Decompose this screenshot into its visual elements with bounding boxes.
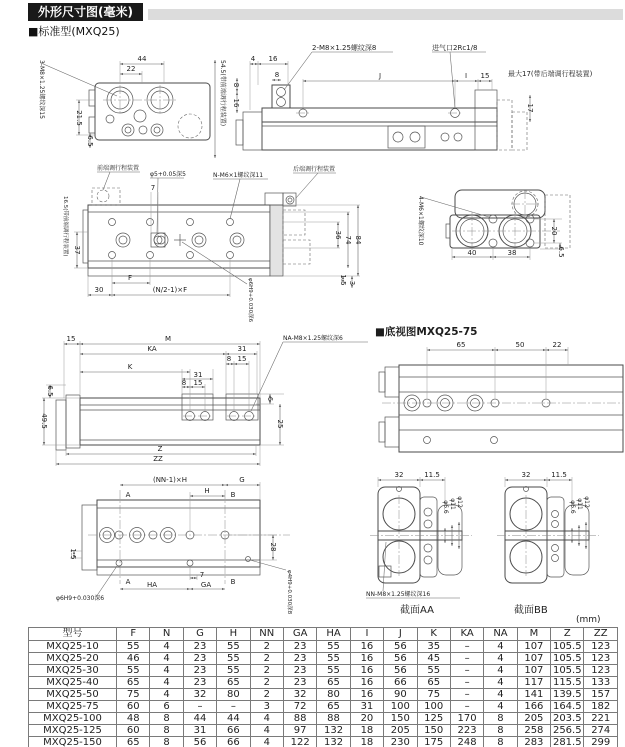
dim-4: 4: [250, 55, 256, 63]
value-cell: 66: [217, 737, 250, 747]
col-header: M: [517, 628, 550, 641]
value-cell: 23: [283, 665, 316, 677]
dim-15: 15: [480, 72, 490, 80]
dim-8b: 8: [181, 379, 187, 387]
value-cell: 23: [283, 653, 316, 665]
value-cell: 4: [150, 641, 183, 653]
dim-49-5: 49.5: [40, 413, 48, 429]
bottom-side-view-drawing: [40, 334, 368, 466]
value-cell: 23: [183, 641, 216, 653]
dim-HA: HA: [146, 581, 158, 589]
value-cell: 23: [183, 665, 216, 677]
value-cell: 66: [217, 725, 250, 737]
value-cell: 18: [350, 737, 383, 747]
max-stroke-note: 最大17(带后端调行程装置): [508, 70, 593, 78]
value-cell: 56: [384, 653, 417, 665]
value-cell: 248: [450, 737, 483, 747]
value-cell: 55: [317, 641, 350, 653]
unit-note: (mm): [576, 615, 601, 625]
col-header: NN: [250, 628, 283, 641]
value-cell: 4: [484, 701, 517, 713]
value-cell: 182: [584, 701, 618, 713]
thread-note-na-m8: NA-M8×1.25螺纹深6: [283, 335, 343, 342]
model-cell: MXQ25-100: [29, 713, 117, 725]
col-header: H: [217, 628, 250, 641]
dia-6-6-bb: φ6.6: [569, 500, 576, 514]
value-cell: –: [450, 677, 483, 689]
value-cell: 65: [117, 737, 150, 747]
dim-3: 3: [348, 280, 356, 286]
value-cell: 55: [217, 665, 250, 677]
value-cell: 107: [517, 653, 550, 665]
side-view-drawing: [232, 43, 593, 150]
value-cell: 2: [250, 641, 283, 653]
col-header: K: [417, 628, 450, 641]
model-cell: MXQ25-75: [29, 701, 117, 713]
model-cell: MXQ25-40: [29, 677, 117, 689]
value-cell: 65: [417, 677, 450, 689]
col-header: G: [183, 628, 216, 641]
value-cell: 8: [150, 737, 183, 747]
value-cell: 16: [350, 665, 383, 677]
dim-table: [28, 627, 618, 747]
thread-note-nm6: N-M6×1螺纹深11: [213, 172, 264, 179]
dim-8-left: 8: [232, 82, 240, 88]
col-header: N: [150, 628, 183, 641]
model-cell: MXQ25-150: [29, 737, 117, 747]
side-note-16-5: 16.5(带前端调行程装置): [62, 196, 68, 257]
value-cell: 88: [283, 713, 316, 725]
value-cell: 32: [183, 689, 216, 701]
col-header: Z: [551, 628, 584, 641]
pin-hole-6-note: φ6H9+0.030深6: [247, 278, 253, 323]
section-bb-drawing: [497, 471, 599, 616]
dim-11-5-bb: 11.5: [551, 471, 567, 479]
value-cell: 20: [350, 713, 383, 725]
bottom-view-title: ■底视图MXQ25-75: [375, 326, 478, 338]
dim-KA: KA: [147, 345, 157, 353]
pin-hole-5-note: φ5+0.05深5: [150, 171, 186, 178]
pin6-note: φ6H9+0.030深6: [56, 595, 105, 602]
value-cell: 90: [384, 689, 417, 701]
value-cell: 75: [417, 689, 450, 701]
value-cell: 45: [417, 653, 450, 665]
value-cell: 3: [250, 701, 283, 713]
pin4-note: φ4H9+0.030深8: [286, 570, 292, 615]
value-cell: 60: [117, 725, 150, 737]
value-cell: 48: [117, 713, 150, 725]
value-cell: –: [450, 701, 483, 713]
thread-note-2m8: 2-M8×1.25螺纹深8: [312, 44, 377, 52]
col-header: F: [117, 628, 150, 641]
dim-36: 36: [334, 230, 342, 240]
thread-note-3m8: 3-M8×1.25螺纹深15: [38, 60, 45, 119]
section-bb-caption: 截面BB: [514, 605, 548, 616]
dim-nn1h: (NN-1)×H: [152, 476, 188, 484]
value-cell: 55: [417, 665, 450, 677]
dim-table-head-row: [29, 628, 618, 641]
dim-22: 22: [126, 65, 136, 73]
value-cell: 4: [250, 737, 283, 747]
dim-7: 7: [150, 184, 156, 192]
dim-Z: Z: [157, 445, 163, 453]
dim-J: J: [378, 72, 382, 80]
value-cell: 4: [150, 677, 183, 689]
value-cell: –: [450, 689, 483, 701]
dim-11-5-aa: 11.5: [424, 471, 440, 479]
value-cell: 166: [517, 701, 550, 713]
dia-11-aa: φ11: [449, 498, 456, 510]
top-view-drawing: [38, 55, 227, 158]
dim-8a: 8: [226, 355, 232, 363]
value-cell: 4: [484, 665, 517, 677]
value-cell: 133: [584, 677, 618, 689]
value-cell: 72: [283, 701, 316, 713]
value-cell: 123: [584, 641, 618, 653]
value-cell: 55: [117, 665, 150, 677]
dim-28: 28: [269, 542, 277, 552]
value-cell: 55: [317, 653, 350, 665]
value-cell: 65: [317, 701, 350, 713]
dim-22-bv: 22: [552, 341, 562, 349]
col-header: ZZ: [584, 628, 618, 641]
dim-F: F: [127, 274, 133, 282]
dim-7-bp: 7: [199, 571, 205, 579]
dim-84: 84: [354, 235, 362, 245]
value-cell: 132: [317, 725, 350, 737]
value-cell: 283: [517, 737, 550, 747]
value-cell: 230: [384, 737, 417, 747]
value-cell: 4: [484, 653, 517, 665]
value-cell: 4: [484, 689, 517, 701]
value-cell: 23: [283, 677, 316, 689]
value-cell: 46: [117, 653, 150, 665]
value-cell: 6: [150, 701, 183, 713]
value-cell: –: [450, 665, 483, 677]
value-cell: 80: [317, 689, 350, 701]
value-cell: 8: [484, 737, 517, 747]
value-cell: 150: [417, 725, 450, 737]
table-row: [29, 689, 618, 701]
dim-50: 50: [515, 341, 525, 349]
value-cell: 100: [417, 701, 450, 713]
port-note: 进气口2Rc1/8: [432, 44, 478, 52]
value-cell: –: [450, 653, 483, 665]
col-header: KA: [450, 628, 483, 641]
value-cell: 157: [584, 689, 618, 701]
value-cell: 23: [283, 641, 316, 653]
dim-K: K: [127, 363, 133, 371]
value-cell: 4: [150, 653, 183, 665]
value-cell: 65: [117, 677, 150, 689]
dim-ZZ: ZZ: [153, 455, 163, 463]
col-header: 型号: [29, 628, 117, 641]
value-cell: 31: [183, 725, 216, 737]
dia-6-6-aa: φ6.6: [442, 500, 449, 514]
value-cell: 4: [150, 689, 183, 701]
dim-38: 38: [507, 249, 517, 257]
end-view-drawing: [417, 190, 570, 260]
dim-32-bb: 32: [521, 471, 531, 479]
rear-adjuster-note: 后端调行程装置: [293, 166, 336, 173]
page-title: 外形尺寸图(毫米): [28, 3, 143, 21]
value-cell: 170: [450, 713, 483, 725]
bottom-plan-drawing: [56, 476, 294, 615]
dim-20: 20: [550, 226, 558, 236]
value-cell: –: [183, 701, 216, 713]
value-cell: 2: [250, 665, 283, 677]
col-header: NA: [484, 628, 517, 641]
dim-M: M: [164, 335, 172, 343]
section-b-bottom-label: B: [230, 578, 236, 586]
dim-6: 6: [266, 396, 274, 402]
value-cell: 2: [250, 653, 283, 665]
value-cell: 122: [283, 737, 316, 747]
value-cell: 4: [250, 713, 283, 725]
dim-1-5-bp: 1.5: [69, 548, 77, 560]
value-cell: 274: [584, 725, 618, 737]
value-cell: 16: [350, 641, 383, 653]
table-row: [29, 725, 618, 737]
value-cell: 55: [317, 665, 350, 677]
table-row: [29, 677, 618, 689]
value-cell: 2: [250, 689, 283, 701]
table-row: [29, 653, 618, 665]
table-row: [29, 701, 618, 713]
value-cell: 23: [183, 677, 216, 689]
dim-6-5: 6.5: [86, 135, 94, 147]
value-cell: 164.5: [551, 701, 584, 713]
dim-6-5-bs: 6.5: [46, 385, 54, 397]
value-cell: 123: [584, 653, 618, 665]
value-cell: 4: [484, 677, 517, 689]
front-adjuster-note: 前端调行程装置: [97, 165, 140, 172]
value-cell: 117: [517, 677, 550, 689]
dim-GA: GA: [200, 581, 212, 589]
value-cell: 16: [350, 689, 383, 701]
dim-37: 37: [73, 245, 81, 255]
thread-note-nn-m8: NN-M8×1.25螺纹深16: [366, 591, 431, 598]
dim-H: H: [204, 487, 210, 495]
stroke-note-54-5: 54.5(带前端调行程装置): [219, 60, 226, 127]
value-cell: –: [450, 641, 483, 653]
value-cell: 18: [350, 725, 383, 737]
dim-I: I: [464, 72, 468, 80]
section-a-bottom-label: A: [125, 578, 131, 586]
value-cell: 123: [584, 665, 618, 677]
value-cell: 141: [517, 689, 550, 701]
value-cell: 55: [217, 653, 250, 665]
value-cell: 4: [484, 641, 517, 653]
table-row: [29, 737, 618, 747]
model-cell: MXQ25-125: [29, 725, 117, 737]
value-cell: 8: [150, 713, 183, 725]
dim-31a: 31: [237, 345, 247, 353]
value-cell: 56: [384, 641, 417, 653]
dia-12-bb: φ12: [583, 496, 590, 508]
dim-table-body: [29, 641, 618, 747]
dim-16: 16: [268, 55, 278, 63]
value-cell: 55: [117, 641, 150, 653]
value-cell: 105.5: [551, 641, 584, 653]
value-cell: 8: [150, 725, 183, 737]
col-header: I: [350, 628, 383, 641]
dim-40: 40: [467, 249, 477, 257]
table-row: [29, 665, 618, 677]
dim-44: 44: [137, 55, 147, 63]
dim-NF: (N/2-1)×F: [152, 286, 188, 294]
value-cell: –: [217, 701, 250, 713]
value-cell: 100: [384, 701, 417, 713]
value-cell: 258: [517, 725, 550, 737]
dim-1-5: 1.5: [339, 274, 347, 286]
standard-type-label: ■标准型(MXQ25): [28, 25, 120, 38]
model-cell: MXQ25-10: [29, 641, 117, 653]
col-header: J: [384, 628, 417, 641]
dim-16-left: 16: [232, 98, 240, 108]
value-cell: 88: [317, 713, 350, 725]
value-cell: 281.5: [551, 737, 584, 747]
value-cell: 132: [317, 737, 350, 747]
value-cell: 203.5: [551, 713, 584, 725]
dim-32-aa: 32: [394, 471, 404, 479]
plan-view-drawing: [62, 164, 362, 323]
dim-15b: 15: [193, 379, 203, 387]
value-cell: 299: [584, 737, 618, 747]
table-row: [29, 713, 618, 725]
dim-15a: 15: [237, 355, 247, 363]
value-cell: 107: [517, 665, 550, 677]
value-cell: 4: [250, 725, 283, 737]
col-header: GA: [283, 628, 316, 641]
dim-25: 25: [276, 419, 284, 429]
value-cell: 31: [350, 701, 383, 713]
value-cell: 223: [450, 725, 483, 737]
dia-12-aa: φ12: [456, 496, 463, 508]
value-cell: 105.5: [551, 653, 584, 665]
value-cell: 56: [384, 665, 417, 677]
value-cell: 16: [350, 653, 383, 665]
value-cell: 2: [250, 677, 283, 689]
dim-6-5-end: 6.5: [557, 246, 565, 258]
section-b-top-label: B: [230, 491, 236, 499]
value-cell: 221: [584, 713, 618, 725]
dim-15-left: 15: [66, 335, 76, 343]
value-cell: 75: [117, 689, 150, 701]
value-cell: 256.5: [551, 725, 584, 737]
dim-74: 74: [344, 235, 352, 245]
value-cell: 8: [484, 713, 517, 725]
value-cell: 56: [183, 737, 216, 747]
dim-21-5: 21.5: [75, 110, 83, 126]
value-cell: 205: [384, 725, 417, 737]
dim-31b: 31: [193, 371, 203, 379]
section-a-top-label: A: [125, 491, 131, 499]
table-row: [29, 641, 618, 653]
dim-8-top: 8: [274, 71, 280, 79]
value-cell: 107: [517, 641, 550, 653]
dim-table-head: [29, 628, 618, 641]
value-cell: 139.5: [551, 689, 584, 701]
value-cell: 65: [317, 677, 350, 689]
section-aa-caption: 截面AA: [400, 605, 434, 616]
col-header: HA: [317, 628, 350, 641]
dia-11-bb: φ11: [576, 498, 583, 510]
value-cell: 8: [484, 725, 517, 737]
dim-17: 17: [526, 103, 534, 113]
value-cell: 23: [183, 653, 216, 665]
value-cell: 205: [517, 713, 550, 725]
value-cell: 66: [384, 677, 417, 689]
value-cell: 125: [417, 713, 450, 725]
value-cell: 65: [217, 677, 250, 689]
dim-G: G: [239, 476, 245, 484]
value-cell: 97: [283, 725, 316, 737]
value-cell: 80: [217, 689, 250, 701]
value-cell: 44: [217, 713, 250, 725]
value-cell: 115.5: [551, 677, 584, 689]
value-cell: 44: [183, 713, 216, 725]
model-cell: MXQ25-30: [29, 665, 117, 677]
value-cell: 60: [117, 701, 150, 713]
thread-note-4m6: 4-M6×1螺纹深10: [417, 196, 424, 246]
bottom-view-75-drawing: [375, 325, 623, 452]
dim-30: 30: [94, 286, 104, 294]
value-cell: 32: [283, 689, 316, 701]
section-aa-drawing: [366, 471, 472, 616]
value-cell: 105.5: [551, 665, 584, 677]
value-cell: 150: [384, 713, 417, 725]
dim-65: 65: [456, 341, 466, 349]
model-cell: MXQ25-50: [29, 689, 117, 701]
value-cell: 16: [350, 677, 383, 689]
model-cell: MXQ25-20: [29, 653, 117, 665]
value-cell: 4: [150, 665, 183, 677]
value-cell: 35: [417, 641, 450, 653]
value-cell: 175: [417, 737, 450, 747]
value-cell: 55: [217, 641, 250, 653]
